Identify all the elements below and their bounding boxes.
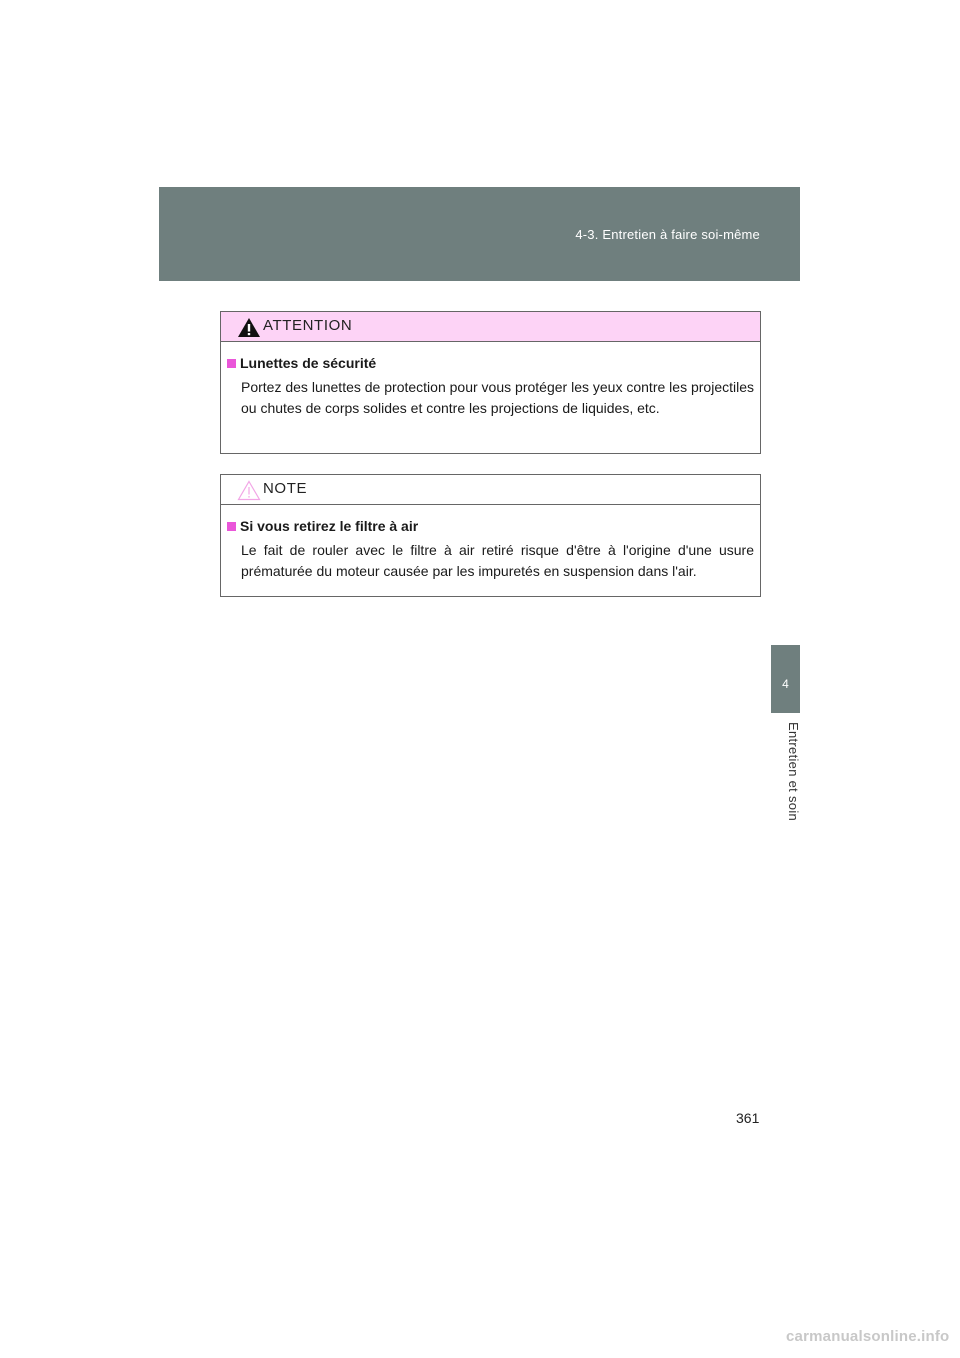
note-body bbox=[221, 505, 760, 582]
note-item-text: Le fait de rouler avec le filtre à air retiré risque d'être à l'origine d'une usure prématurée du moteur causée par les impuretés en suspension dans l'air. bbox=[241, 542, 754, 579]
note-item-title-text: Si vous retirez le filtre à air bbox=[240, 518, 419, 534]
chapter-number: 4 bbox=[782, 677, 789, 691]
chapter-title: Entretien et soin bbox=[786, 722, 801, 822]
attention-item-text: Portez des lunettes de protection pour vous protéger les yeux contre les projectiles ou chutes de corps solides et contre les projections de liquides, etc. bbox=[241, 379, 754, 416]
attention-header bbox=[221, 312, 760, 342]
attention-box bbox=[220, 311, 761, 454]
watermark: carmanualsonline.info bbox=[786, 1328, 950, 1345]
page-number: 361 bbox=[736, 1110, 760, 1126]
warning-filled-icon bbox=[237, 317, 261, 338]
warning-outline-icon bbox=[237, 480, 261, 501]
note-item-title bbox=[227, 518, 754, 534]
attention-item-title-text: Lunettes de sécurité bbox=[240, 355, 377, 371]
attention-item-title bbox=[227, 355, 754, 371]
note-label: NOTE bbox=[263, 480, 308, 497]
note-box bbox=[220, 474, 761, 597]
bullet-square-icon bbox=[227, 359, 236, 368]
section-title: 4-3. Entretien à faire soi-même bbox=[575, 227, 760, 242]
header-band bbox=[159, 187, 800, 281]
bullet-square-icon bbox=[227, 522, 236, 531]
note-header bbox=[221, 475, 760, 505]
chapter-tab bbox=[771, 645, 800, 713]
attention-label: ATTENTION bbox=[263, 317, 353, 334]
attention-body bbox=[221, 342, 760, 419]
